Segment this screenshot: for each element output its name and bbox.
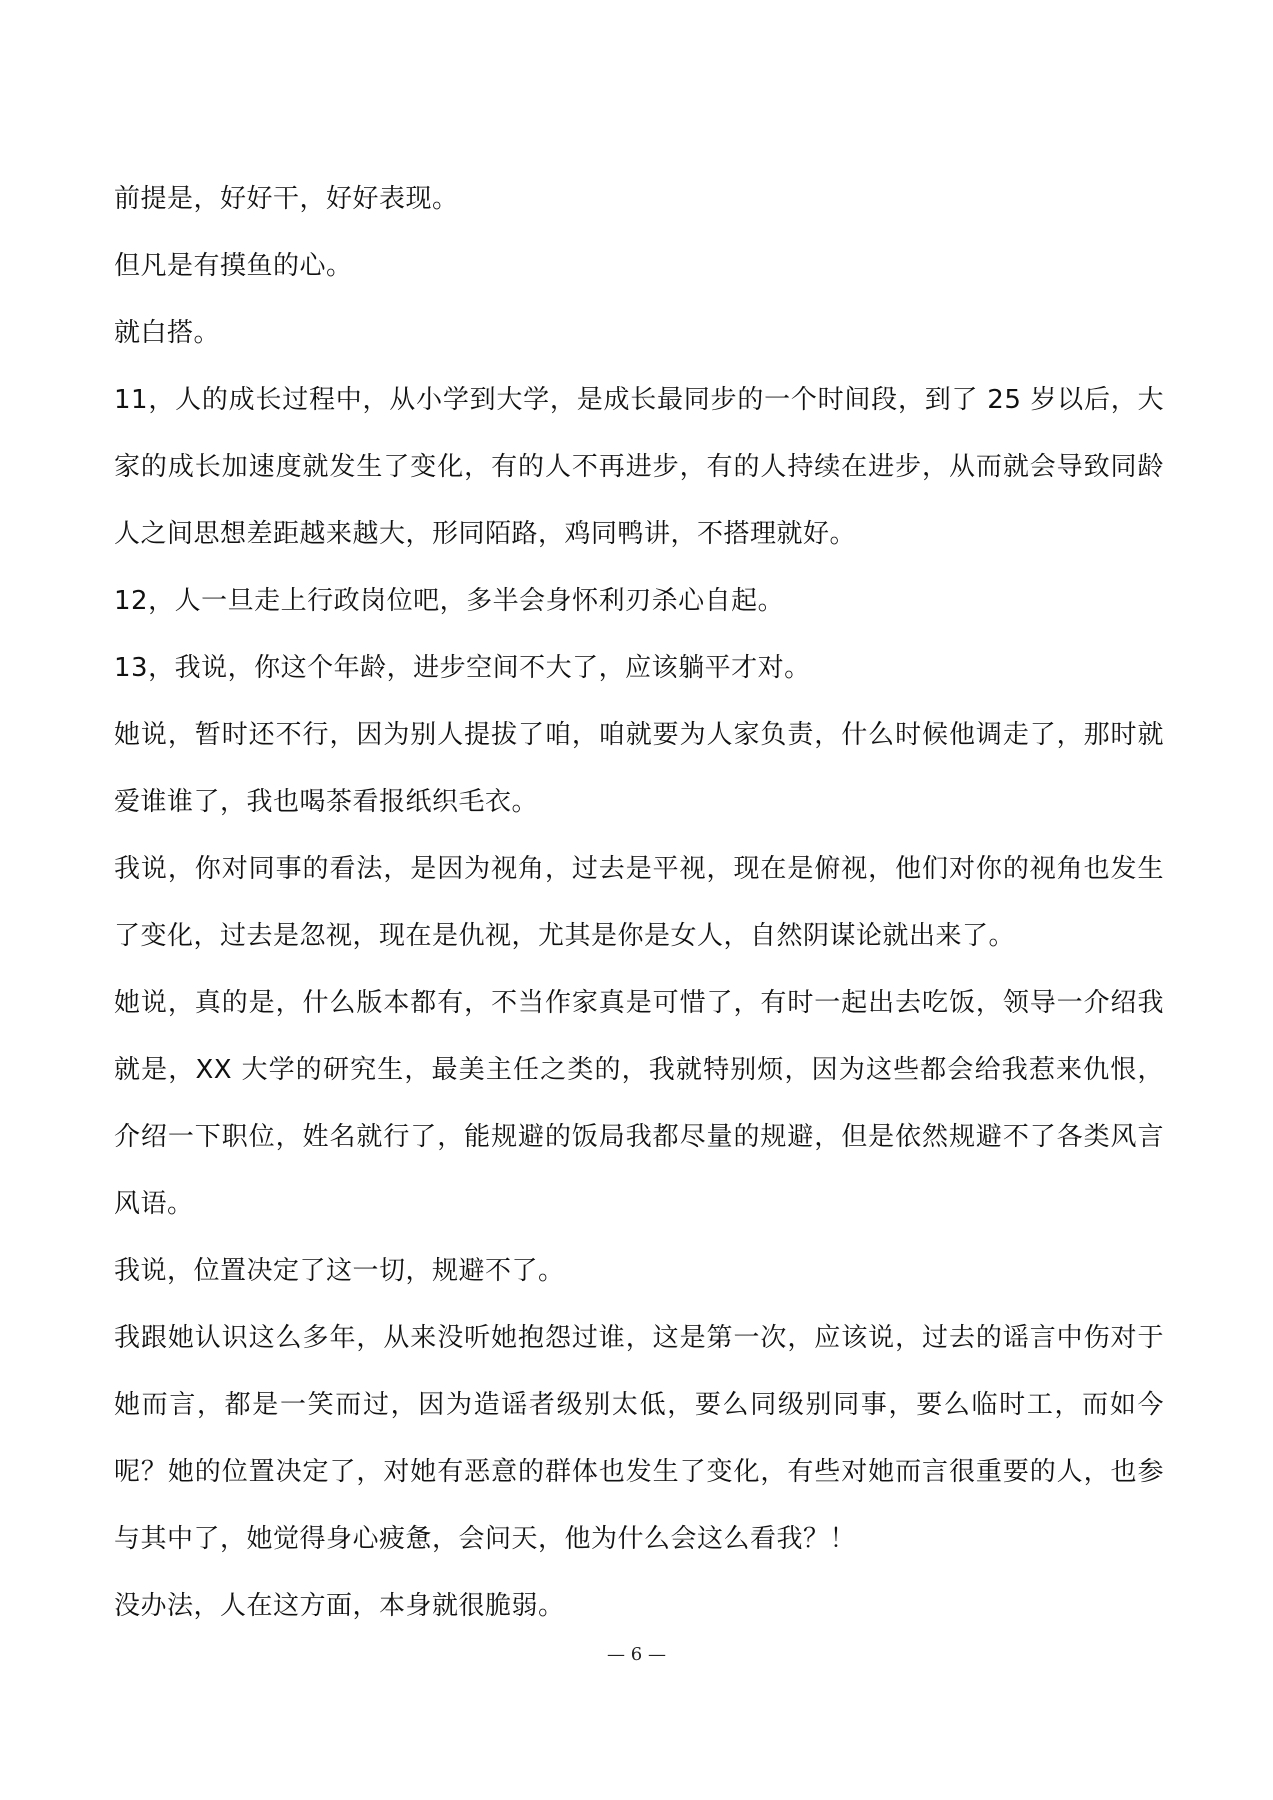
paragraph: 我跟她认识这么多年，从来没听她抱怨过谁，这是第一次，应该说，过去的谣言中伤对于她而言，都是一笑而过，因为造谣者级别太低，要么同级别同事，要么临时工，而如今呢？她的位置决定了，对她有恶意的群体也发生了变化，有些对她而言很重要的人，也参与其中了，她觉得身心疲惫，会问天，他为什么会这么看我？！ — [114, 1323, 1164, 1554]
paragraph: 她说，真的是，什么版本都有，不当作家真是可惜了，有时一起出去吃饭，领导一介绍我就是，XX 大学的研究生，最美主任之类的，我就特别烦，因为这些都会给我惹来仇恨，介绍一下职位，姓名就行了，能规避的饭局我都尽量的规避，但是依然规避不了各类风言风语。 — [114, 988, 1164, 1219]
paragraph: 13，我说，你这个年龄，进步空间不大了，应该躺平才对。 — [114, 653, 811, 683]
page-number: — 6 — — [607, 1644, 666, 1665]
document-body — [114, 166, 1164, 1640]
paragraph: 11，人的成长过程中，从小学到大学，是成长最同步的一个时间段，到了 25 岁以后，大家的成长加速度就发生了变化，有的人不再进步，有的人持续在进步，从而就会导致同龄人之间思想差距越来越大，形同陌路，鸡同鸭讲，不搭理就好。 — [114, 385, 1164, 549]
paragraph: 她说，暂时还不行，因为别人提拔了咱，咱就要为人家负责，什么时候他调走了，那时就爱谁谁了，我也喝茶看报纸织毛衣。 — [114, 720, 1164, 817]
paragraph: 我说，位置决定了这一切，规避不了。 — [114, 1256, 565, 1286]
paragraph: 我说，你对同事的看法，是因为视角，过去是平视，现在是俯视，他们对你的视角也发生了变化，过去是忽视，现在是仇视，尤其是你是女人，自然阴谋论就出来了。 — [114, 854, 1164, 951]
paragraph: 没办法，人在这方面，本身就很脆弱。 — [114, 1591, 565, 1621]
paragraph: 但凡是有摸鱼的心。 — [114, 251, 353, 281]
paragraph: 就白搭。 — [114, 318, 221, 348]
paragraph: 前提是，好好干，好好表现。 — [114, 184, 459, 214]
paragraph: 12，人一旦走上行政岗位吧，多半会身怀利刃杀心自起。 — [114, 586, 785, 616]
